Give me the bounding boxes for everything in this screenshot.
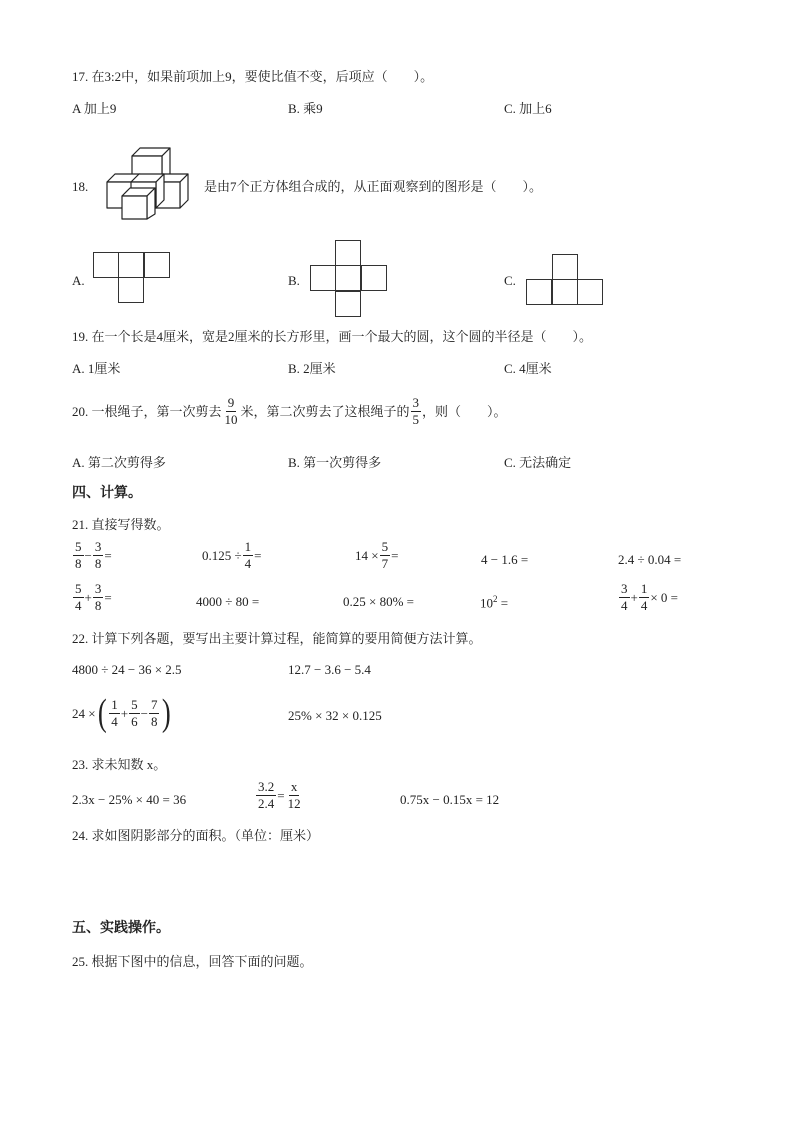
q20-text-post: ，则（ ）。 xyxy=(422,403,507,419)
q21-expr-3: 14 × $\frac{5}{7}$ = xyxy=(355,539,399,571)
q23-expr-3: 0.75x − 0.15x = 12 xyxy=(400,792,500,807)
q22-expr-1: 4800 ÷ 24 − 36 × 2.5 xyxy=(72,662,182,677)
q22-expr-2: 12.7 − 3.6 − 5.4 xyxy=(288,662,371,677)
q21-expr-2: 0.125 ÷ $\frac{1}{4}$ = xyxy=(202,539,262,571)
q24-text: 24. 求如图阴影部分的面积。（单位：厘米） xyxy=(72,828,320,843)
q22-expr-3: 24 × ( $\frac{1}{4}$ + $\frac{5}{6}$ − $\frac{7}{8}$ ) xyxy=(72,692,172,734)
q20-option-a: A. 第二次剪得多 xyxy=(72,455,166,470)
q21-text: 21. 直接写得数。 xyxy=(72,517,170,532)
q18-option-c: C. xyxy=(504,273,516,288)
fraction-9-10: $\frac{9}{10}$ xyxy=(224,395,238,427)
q23-text: 23. 求未知数 x。 xyxy=(72,757,167,772)
q18-option-b: B. xyxy=(288,273,300,288)
q23-expr-2: $\frac{3.2}{2.4}$ = $\frac{x}{12}$ xyxy=(258,779,301,811)
q21-expr-5: 2.4 ÷ 0.04 = xyxy=(618,552,682,567)
q17-option-a: A 加上9 xyxy=(72,101,117,116)
q19-option-a: A. 1厘米 xyxy=(72,361,121,376)
q19-option-c: C. 4厘米 xyxy=(504,361,552,376)
q21-expr-7: 4000 ÷ 80 = xyxy=(196,594,260,609)
fraction-3-5: $\frac{3}{5}$ xyxy=(412,395,420,427)
q20-option-b: B. 第一次剪得多 xyxy=(288,455,382,470)
q23-expr-1: 2.3x − 25% × 40 = 36 xyxy=(72,792,187,807)
q21-expr-6: $\frac{5}{4}$ + $\frac{3}{8}$ = xyxy=(75,581,112,613)
q21-expr-10: $\frac{3}{4}$ + $\frac{1}{4}$ × 0 = xyxy=(621,581,679,613)
q21-expr-9: $10^2$ = xyxy=(480,594,509,611)
q18-option-a: A. xyxy=(72,273,85,288)
q18-text: 是由7个正方体组合成的，从正面观察到的图形是（ ）。 xyxy=(204,179,543,194)
q21-expr-1: $\frac{5}{8}$ − $\frac{3}{8}$ = xyxy=(75,539,112,571)
q19-option-b: B. 2厘米 xyxy=(288,361,336,376)
q25-text: 25. 根据下图中的信息，回答下面的问题。 xyxy=(72,954,313,969)
q22-expr-4: 25% × 32 × 0.125 xyxy=(288,708,382,723)
q17-option-b: B. 乘9 xyxy=(288,101,323,116)
q20-option-c: C. 无法确定 xyxy=(504,455,572,470)
section-4-heading: 四、计算。 xyxy=(72,486,142,501)
q19-text: 19. 在一个长是4厘米，宽是2厘米的长方形里，画一个最大的圆，这个圆的半径是（ ）。 xyxy=(72,329,593,344)
q20-stem xyxy=(72,396,507,426)
section-5-heading: 五、实践操作。 xyxy=(72,921,170,936)
q17-text: 17. 在3:2中，如果前项加上9，要使比值不变，后项应（ ）。 xyxy=(72,69,434,84)
q20-text-pre: 20. 一根绳子，第一次剪去 xyxy=(72,403,222,419)
q20-text-mid: 米，第二次剪去了这根绳子的 xyxy=(240,403,410,419)
q21-expr-8: 0.25 × 80% = xyxy=(343,594,414,609)
q18-number: 18. xyxy=(72,179,89,194)
q21-expr-4: 4 − 1.6 = xyxy=(481,552,529,567)
q22-text: 22. 计算下列各题，要写出主要计算过程，能简算的要用简便方法计算。 xyxy=(72,631,482,646)
q17-option-c: C. 加上6 xyxy=(504,101,552,116)
cube-stack-figure xyxy=(102,144,192,220)
